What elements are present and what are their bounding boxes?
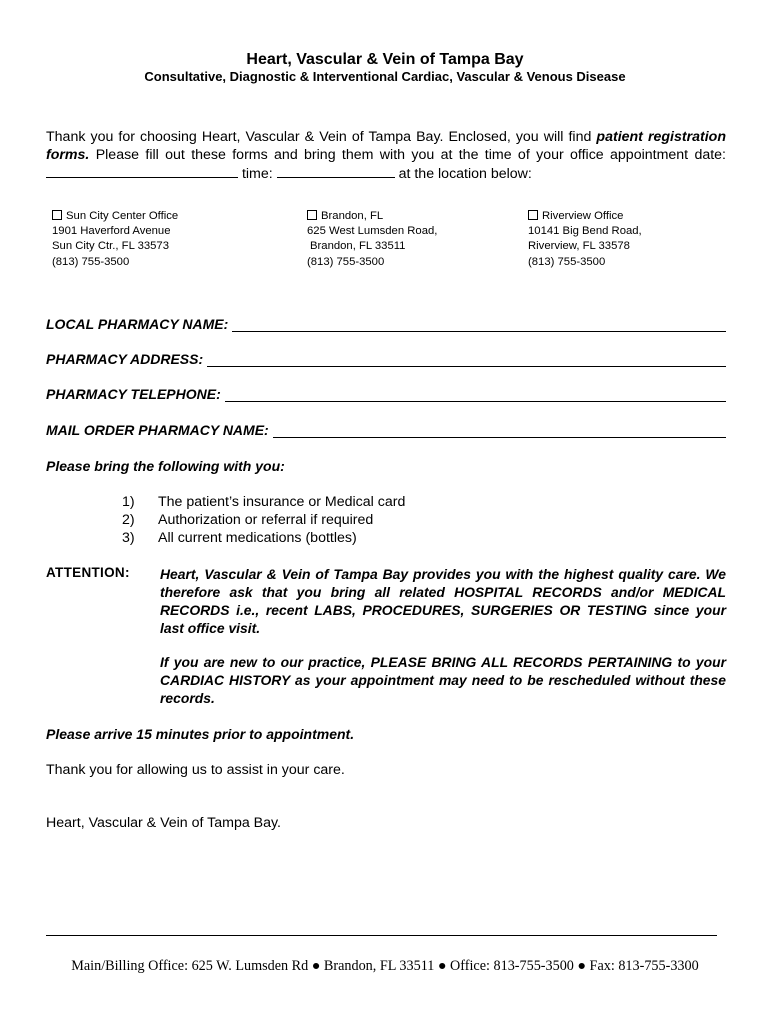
local-pharmacy-blank[interactable] (232, 317, 726, 332)
list-number: 3) (122, 530, 135, 546)
office-option-sun-city (52, 209, 178, 270)
office-phone: (813) 755-3500 (52, 255, 130, 268)
arrival-note: Please arrive 15 minutes prior to appointment. (46, 726, 355, 742)
local-pharmacy-field (46, 316, 726, 332)
office-address: 1901 Haverford Avenue (52, 225, 171, 238)
mail-order-pharmacy-label: MAIL ORDER PHARMACY NAME: (46, 422, 269, 438)
footer-divider (46, 935, 717, 936)
office-address: 10141 Big Bend Road, (528, 225, 642, 238)
office-phone: (813) 755-3500 (307, 255, 385, 268)
local-pharmacy-label: LOCAL PHARMACY NAME: (46, 316, 229, 332)
time-label: time: (238, 166, 277, 183)
list-text: Authorization or referral if required (158, 512, 374, 528)
list-item (122, 511, 405, 529)
attention-paragraph-1: Heart, Vascular & Vein of Tampa Bay provides you with the highest quality care. We therefore ask that you bring all related HOSPITAL RECORDS and/or MEDICAL RECORDS i.e., recent LABS, PROCEDURES, SURGERIES OR TESTING since your last office visit. (160, 566, 726, 636)
pharmacy-telephone-field (46, 386, 726, 402)
mail-order-pharmacy-field (46, 422, 726, 438)
pharmacy-address-label: PHARMACY ADDRESS: (46, 351, 204, 367)
pharmacy-address-field (46, 351, 726, 367)
signature-line: Heart, Vascular & Vein of Tampa Bay. (46, 815, 281, 831)
office-phone: (813) 755-3500 (528, 255, 606, 268)
bring-list (122, 493, 405, 547)
checkbox-icon[interactable] (528, 210, 538, 220)
intro-emphasis: patient registration forms. (46, 129, 726, 164)
office-name: Brandon, FL (321, 210, 384, 222)
intro-text: Thank you for choosing Heart, Vascular & Vein of Tampa Bay. Enclosed, you will find (46, 129, 597, 145)
appointment-date-blank[interactable] (46, 164, 238, 178)
list-text: The patient’s insurance or Medical card (158, 494, 406, 510)
office-name: Riverview Office (542, 210, 624, 222)
practice-subtitle: Consultative, Diagnostic & Interventional Cardiac, Vascular & Venous Disease (144, 69, 626, 84)
list-number: 1) (122, 494, 135, 510)
pharmacy-telephone-blank[interactable] (225, 387, 726, 402)
intro-text-3: at the location below: (394, 166, 532, 183)
checkbox-icon[interactable] (307, 210, 317, 220)
office-city: Sun City Ctr., FL 33573 (52, 240, 170, 253)
pharmacy-address-blank[interactable] (207, 352, 726, 367)
appointment-time-blank[interactable] (277, 164, 395, 178)
intro-paragraph (46, 128, 726, 184)
list-item (122, 529, 405, 547)
office-name: Sun City Center Office (66, 210, 179, 222)
list-number: 2) (122, 512, 135, 528)
office-address: 625 West Lumsden Road, (307, 225, 438, 238)
attention-label: ATTENTION: (46, 565, 130, 580)
office-city: Brandon, FL 33511 (310, 240, 406, 253)
practice-title: Heart, Vascular & Vein of Tampa Bay (246, 51, 524, 68)
list-item (122, 493, 405, 511)
attention-paragraph-2: If you are new to our practice, PLEASE BRING ALL RECORDS PERTAINING to your CARDIAC HISTORY as your appointment may need to be rescheduled without these records. (160, 654, 726, 706)
office-option-brandon (307, 209, 437, 270)
intro-text-2: Please fill out these forms and bring them with you at the time of your office appointment date: (89, 147, 726, 164)
office-option-riverview (528, 209, 642, 270)
footer-address: Main/Billing Office: 625 W. Lumsden Rd ● Brandon, FL 33511 ● Office: 813-755-3500 ● Fax: 813-755-3300 (71, 958, 699, 974)
list-text: All current medications (bottles) (158, 530, 357, 546)
pharmacy-telephone-label: PHARMACY TELEPHONE: (46, 386, 221, 402)
bring-heading: Please bring the following with you: (46, 458, 285, 474)
thank-you-line: Thank you for allowing us to assist in your care. (46, 762, 345, 778)
mail-order-pharmacy-blank[interactable] (273, 423, 726, 438)
checkbox-icon[interactable] (52, 210, 62, 220)
office-city: Riverview, FL 33578 (528, 240, 630, 253)
